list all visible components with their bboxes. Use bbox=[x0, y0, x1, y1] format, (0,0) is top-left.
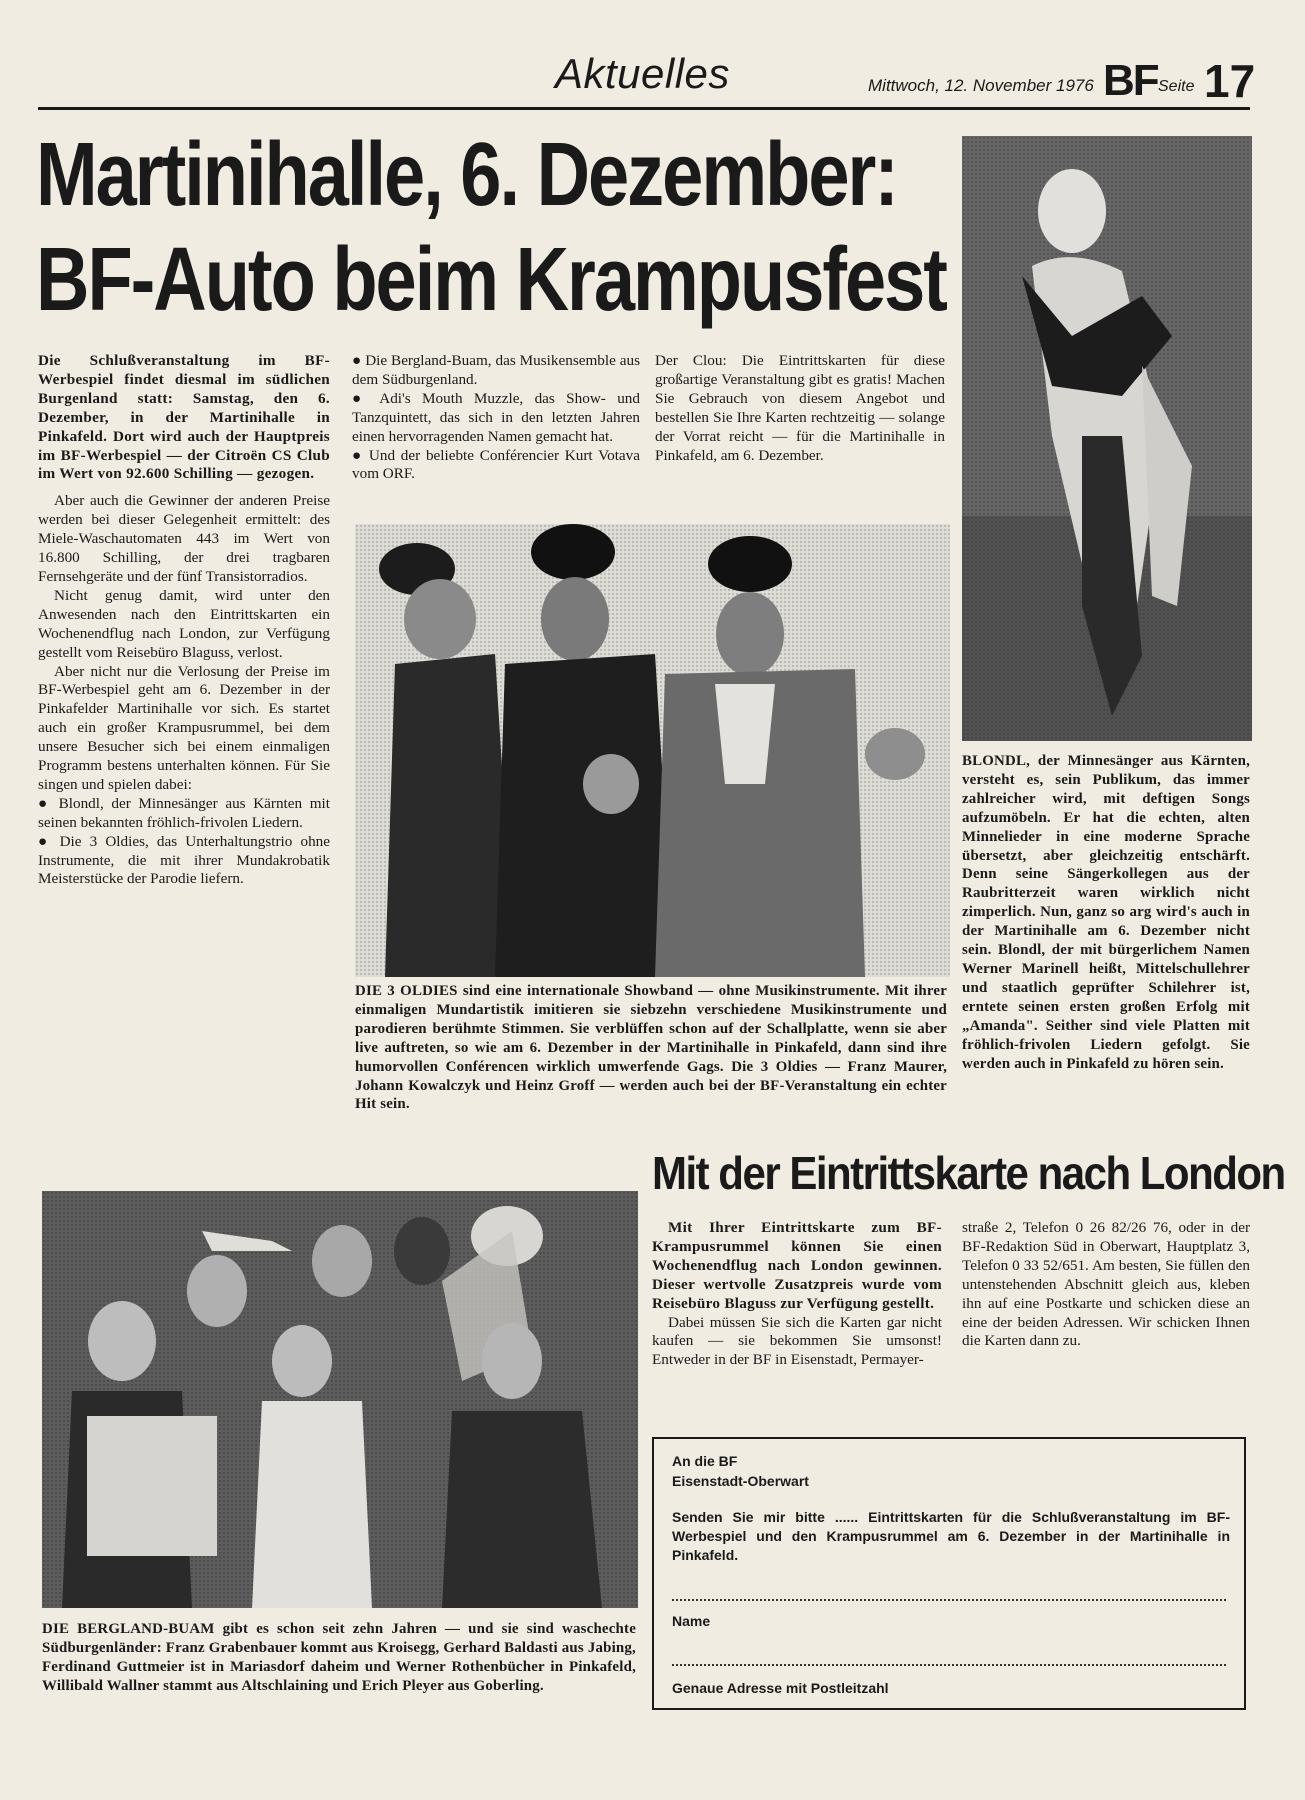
lineup-item: ● Die Bergland-Buam, das Musikensemble aus dem Südburgenland. bbox=[352, 352, 640, 390]
header-rule bbox=[38, 107, 1250, 110]
article-paragraph: Aber nicht nur die Verlosung der Preise im BF-Werbespiel geht am 6. Dezember in der Pinkafelder Martinihalle vor sich. Es startet auch ein großer Krampusrummel, bei dem unsere Besucher sich bei einem einmaligen Programm bestens unterhalten können. Für Sie singen und spielen dabei: bbox=[38, 662, 330, 793]
coupon-request-text: Senden Sie mir bitte ...... Eintrittskarten für die Schlußveranstaltung im BF-Werbespiel und den Krampusrummel am 6. Dezember in der Martinihalle in Pinkafeld. bbox=[672, 1509, 1230, 1563]
article-paragraph: Aber auch die Gewinner der anderen Preise werden bei dieser Gelegenheit ermittelt: des Miele-Waschautomaten 443 im Wert von 16.800 Schilling, der drei tragbaren Fernsehgeräte und der fünf Transistorradios. bbox=[38, 492, 330, 585]
lineup-item: ● Adi's Mouth Muzzle, das Show- und Tanzquintett, das sich in den letzten Jahren einen hervorragenden Namen gemacht hat. bbox=[352, 390, 640, 447]
london-column-2 bbox=[962, 1219, 1250, 1351]
coupon-name-line[interactable] bbox=[672, 1599, 1226, 1601]
caption-bergland-buam: DIE BERGLAND-BUAM gibt es schon seit zehn Jahren — und sie sind waschechte Südburgenländer: Franz Grabenbauer kommt aus Kroisegg, Gerhard Baldasti aus Jabing, Ferdinand Guttmeier ist in Mariasdorf daheim und Werner Rothenbücher in Pinkafeld, Willibald Wallner stammt aus Altschlaining und Erich Pleyer aus Goberling. bbox=[42, 1621, 636, 1694]
london-lead: Mit Ihrer Eintrittskarte zum BF-Krampusrummel können Sie einen Wochenendflug nach London gewinnen. Dieser wertvolle Zusatzpreis wurde vom Reisebüro Blaguss zur Verfügung gestellt. bbox=[652, 1219, 942, 1312]
lineup-item: ● Die 3 Oldies, das Unterhaltungstrio ohne Instrumente, die mit ihrer Mundakrobatik Meisterstücke der Parodie liefern. bbox=[38, 833, 330, 890]
coupon-name-label: Name bbox=[672, 1613, 711, 1629]
newspaper-logo: BF bbox=[1103, 56, 1158, 105]
headline-line-1: Martinihalle, 6. Dezember: bbox=[36, 123, 897, 225]
london-headline: Mit der Eintrittskarte nach London bbox=[652, 1147, 1285, 1199]
article-column-1 bbox=[38, 352, 330, 889]
caption-3-oldies: DIE 3 OLDIES sind eine internationale Showband — ohne Musikinstrumente. Mit ihrer einmaligen Mundartistik imitieren sie siebzehn verschiedene Musikinstrumente und parodieren berühmte Stimmen. Sie verblüffen schon auf der Schallplatte, wenn sie aber live auftreten, so wie am 6. Dezember in der Martinihalle in Pinkafeld, dann sind ihre humorvollen Conférencen wirklich umwerfende Gags. Die 3 Oldies — Franz Maurer, Johann Kowalczyk und Heinz Groff — werden auch bei der BF-Veranstaltung ein echter Hit sein. bbox=[355, 983, 947, 1113]
headline-line-2: BF-Auto beim Krampusfest bbox=[36, 228, 946, 330]
london-paragraph: Dabei müssen Sie sich die Karten gar nicht kaufen — sie bekommen Sie umsonst! Entweder in der BF in Eisenstadt, Permayer- bbox=[652, 1313, 942, 1369]
london-paragraph: straße 2, Telefon 0 26 82/26 76, oder in der BF-Redaktion Süd in Oberwart, Hauptplatz 3, Telefon 0 33 52/651. Am besten, Sie füllen den untenstehenden Abschnitt gleich aus, kleben ihn auf eine Postkarte und schicken diese an eine der beiden Adressen. Wir schicken Ihnen die Karten dann zu. bbox=[962, 1219, 1250, 1350]
lineup-item: ● Blondl, der Minnesänger aus Kärnten mit seinen bekannten fröhlich-frivolen Liedern. bbox=[38, 795, 330, 833]
coupon-address-line[interactable] bbox=[672, 1664, 1226, 1666]
article-column-2 bbox=[352, 352, 640, 484]
article-paragraph: Der Clou: Die Eintrittskarten für diese großartige Veranstaltung gibt es gratis! Machen Sie Gebrauch von diesem Angebot und bestellen Sie Ihre Karten rechtzeitig — solange der Vorrat reicht — für die Martinihalle in Pinkafeld, am 6. Dezember. bbox=[655, 352, 945, 464]
issue-date: Mittwoch, 12. November 1976 bbox=[868, 76, 1094, 95]
london-column-1 bbox=[652, 1219, 942, 1370]
order-coupon[interactable] bbox=[652, 1437, 1246, 1710]
article-column-3 bbox=[655, 352, 945, 465]
page-label: Seite bbox=[1158, 78, 1195, 95]
coupon-recipient-2: Eisenstadt-Oberwart bbox=[672, 1473, 809, 1489]
article-lead: Die Schlußveranstaltung im BF-Werbespiel findet diesmal im südlichen Burgenland statt: Samstag, den 6. Dezember, in der Martinihalle in Pinkafeld. Dort wird auch der Hauptpreis im BF-Werbespiel — der Citroën CS Club im Wert von 92.600 Schilling — gezogen. bbox=[38, 352, 330, 483]
coupon-address-label: Genaue Adresse mit Postleitzahl bbox=[672, 1680, 889, 1696]
caption-blondl: BLONDL, der Minnesänger aus Kärnten, versteht es, sein Publikum, das immer zahlreicher wird, mit deftigen Songs aufzumöbeln. Er hat die echten, alten Minnelieder in eine moderne Sprache übersetzt, aber gleichzeitig entschärft. Denn seine Sängerkollegen aus der Raubritterzeit waren wirklich nicht zimperlich. Nun, ganz so arg wird's auch in der Martinihalle am 6. Dezember nicht sein. Blondl, der mit bürgerlichem Namen Werner Marinell heißt, Mittelschullehrer und staatlich geprüfter Schilehrer ist, erntete seinen ersten großen Erfolg mit „Amanda". Seither sind viele Platten mit fröhlich-frivolen Liedern gefolgt. Sie werden auch in Pinkafeld zu hören sein. bbox=[962, 753, 1250, 1072]
coupon-recipient-1: An die BF bbox=[672, 1453, 738, 1469]
lineup-item: ● Und der beliebte Conférencier Kurt Votava vom ORF. bbox=[352, 447, 640, 485]
main-headline bbox=[36, 122, 956, 332]
photo-blondl bbox=[962, 136, 1252, 741]
section-title: Aktuelles bbox=[555, 50, 730, 97]
photo-3-oldies bbox=[355, 524, 950, 977]
photo-bergland-buam bbox=[42, 1191, 638, 1608]
page-number: 17 bbox=[1204, 55, 1256, 107]
article-paragraph: Nicht genug damit, wird unter den Anwesenden nach den Eintrittskarten ein Wochenendflug nach London, zur Verfügung gestellt vom Reisebüro Blaguss, verlost. bbox=[38, 586, 330, 661]
